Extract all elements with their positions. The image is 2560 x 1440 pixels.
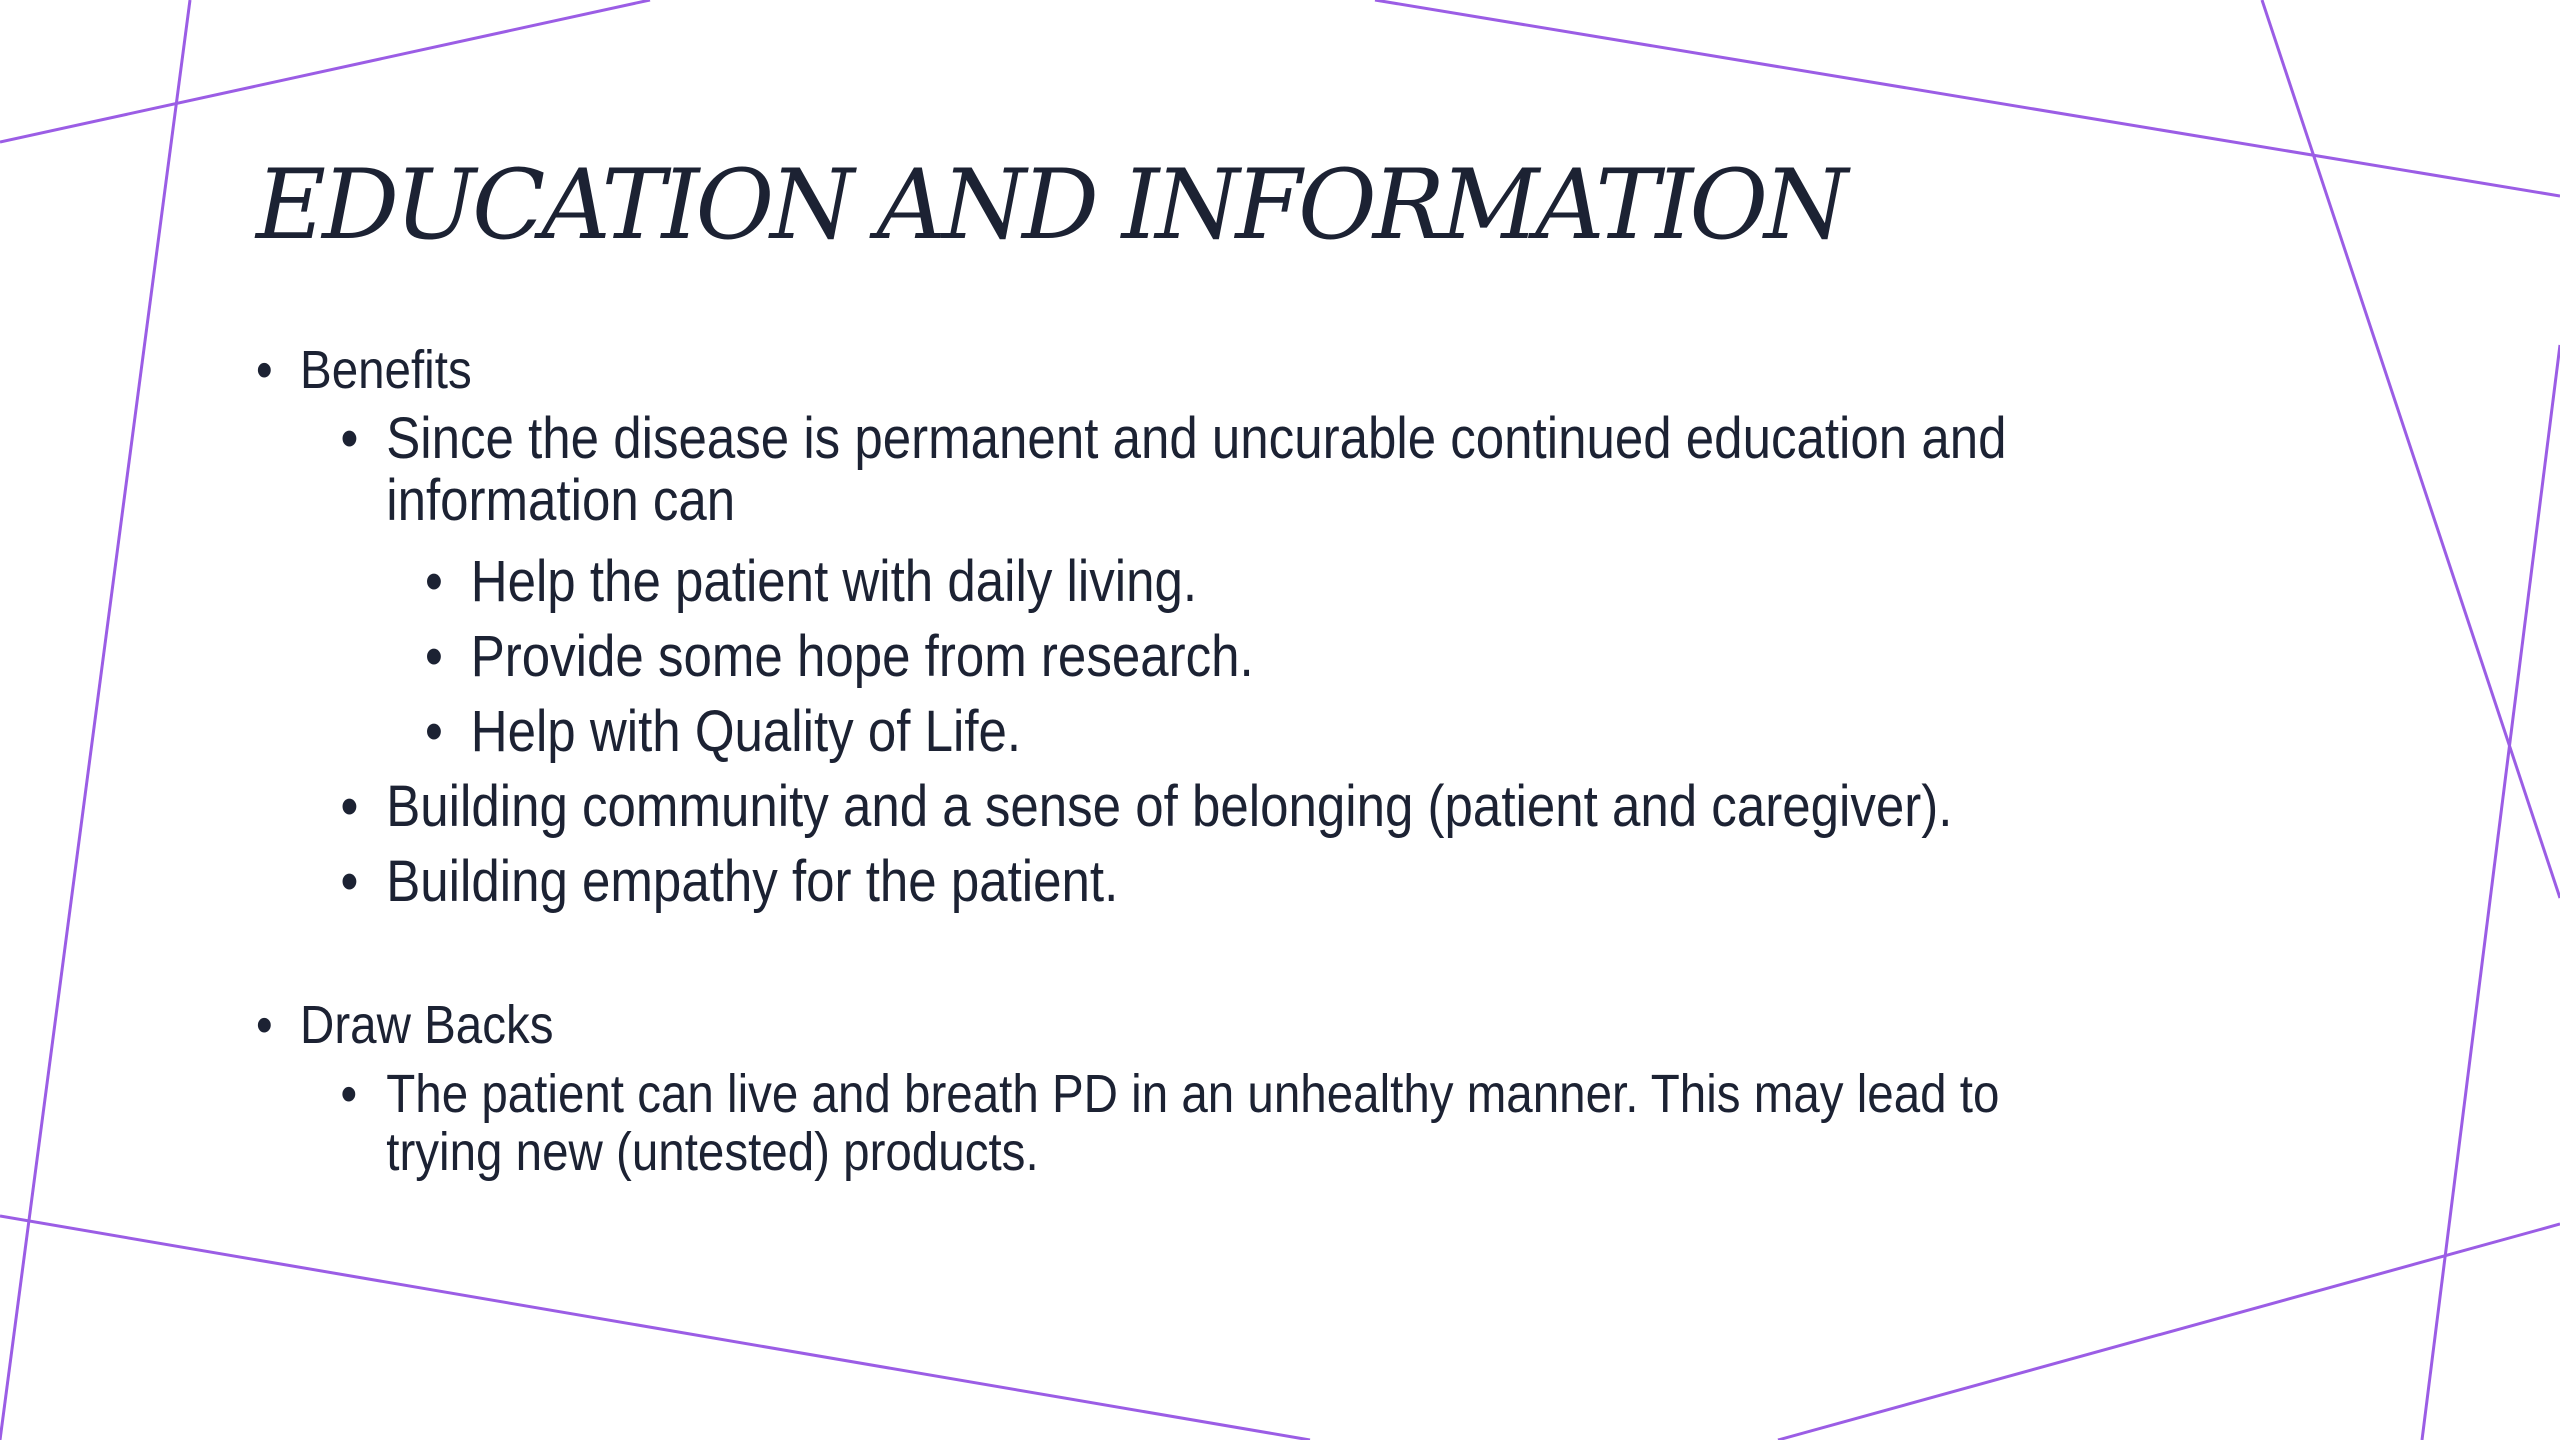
list-item: [256, 1065, 2051, 1181]
slide-title: EDUCATION AND INFORMATION: [256, 149, 1845, 261]
list-item-text: Building community and a sense of belonging (patient and caregiver).: [386, 774, 1953, 839]
bullet: •: [424, 699, 443, 764]
bullet: •: [340, 1064, 358, 1124]
bullet: •: [340, 849, 359, 914]
decorative-line: [0, 0, 650, 142]
section-heading-benefits: [256, 334, 2051, 406]
decorative-line: [2422, 345, 2560, 1440]
list-item: [256, 844, 2051, 919]
sub-list-item: [256, 544, 2051, 619]
section-heading-label: Benefits: [300, 340, 472, 400]
section-heading-label: Draw Backs: [300, 995, 554, 1055]
section-spacer: [256, 919, 2051, 989]
bullet: •: [424, 549, 443, 614]
sub-list-item-text: Provide some hope from research.: [470, 624, 1254, 689]
decorative-line: [0, 1216, 1310, 1440]
sub-list-item-text: Help the patient with daily living.: [470, 549, 1198, 614]
sub-list-item: [256, 619, 2051, 694]
list-item: [256, 769, 2051, 844]
sub-list-item: [256, 694, 2051, 769]
bullet: •: [256, 340, 273, 400]
decorative-line: [1778, 1224, 2560, 1440]
bullet: •: [256, 995, 273, 1055]
slide-body: [256, 334, 2051, 1181]
list-item-text: Since the disease is permanent and uncurable continued education and information can: [386, 406, 2007, 533]
list-item-text: The patient can live and breath PD in an unhealthy manner. This may lead to trying new (untested) products.: [386, 1064, 2000, 1182]
bullet: •: [340, 774, 359, 839]
list-item-text: Building empathy for the patient.: [386, 849, 1119, 914]
list-item: [256, 408, 2051, 532]
section-heading-draw-backs: [256, 989, 2051, 1061]
decorative-line: [2262, 0, 2560, 898]
bullet: •: [424, 624, 443, 689]
bullet: •: [340, 406, 359, 471]
decorative-line: [0, 0, 190, 1440]
sub-list-item-text: Help with Quality of Life.: [470, 699, 1022, 764]
